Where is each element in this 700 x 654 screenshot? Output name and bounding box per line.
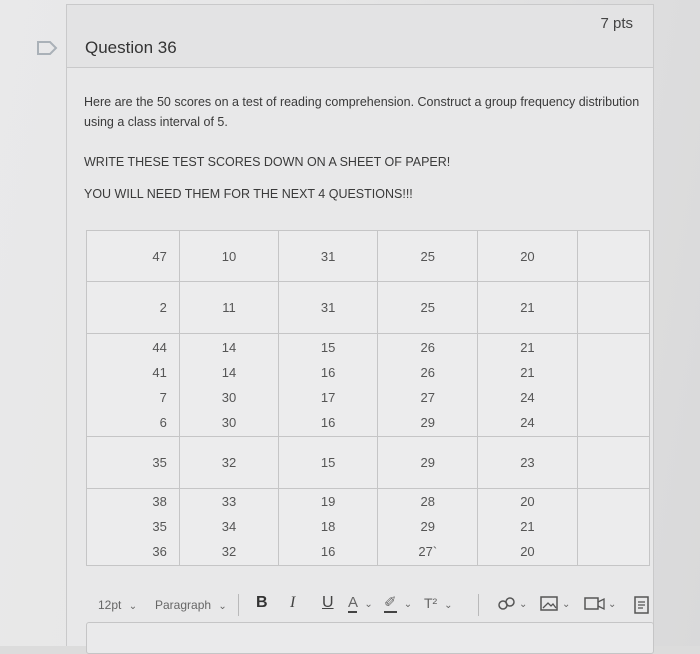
score-value: 25 [420, 248, 436, 264]
chevron-down-icon: ⌄ [403, 599, 413, 610]
table-cell-empty [577, 437, 649, 488]
highlight-button[interactable]: ✐ ⌄ [384, 594, 413, 611]
table-row [87, 488, 650, 566]
score-value: 30 [221, 414, 237, 430]
score-value: 32 [221, 544, 237, 560]
score-value: 7 [159, 389, 167, 405]
instruction-text-1: WRITE THESE TEST SCORES DOWN ON A SHEET OF PAPER! [84, 155, 451, 169]
font-size-select[interactable]: 12pt ⌄ [98, 598, 138, 612]
table-cell [179, 437, 278, 488]
score-value: 27` [418, 544, 438, 560]
score-value: 38 [152, 494, 167, 510]
table-cell [179, 488, 278, 566]
font-color-button[interactable]: A ⌄ [348, 594, 373, 611]
table-row [87, 437, 650, 488]
table-cell [478, 333, 577, 437]
score-value: 11 [222, 299, 236, 315]
chevron-down-icon[interactable]: ⌄ [608, 599, 617, 610]
score-value: 19 [320, 494, 336, 510]
table-cell [179, 333, 278, 437]
score-value: 28 [420, 494, 436, 510]
table-cell [478, 437, 577, 488]
question-title: Question 36 [85, 38, 177, 57]
score-value: 20 [520, 494, 535, 510]
score-value: 36 [152, 544, 167, 560]
media-icon[interactable] [584, 596, 606, 617]
score-value: 33 [221, 494, 237, 510]
table-cell-empty [577, 333, 649, 437]
score-value: 2 [159, 299, 167, 315]
score-value: 20 [520, 248, 535, 264]
score-value: 35 [152, 454, 167, 470]
table-cell [279, 231, 378, 282]
table-cell [87, 282, 180, 333]
score-value: 21 [520, 299, 535, 315]
table-cell [87, 231, 180, 282]
table-cell [87, 333, 180, 437]
score-value: 27 [420, 389, 436, 405]
editor-toolbar [86, 588, 660, 622]
score-value: 25 [420, 299, 436, 315]
score-value: 24 [520, 389, 535, 405]
score-value: 21 [520, 519, 535, 535]
toolbar-divider [238, 594, 239, 616]
flag-icon[interactable] [36, 40, 58, 56]
score-value: 14 [221, 364, 237, 380]
question-header [66, 4, 654, 68]
score-value: 24 [520, 414, 535, 430]
paragraph-select[interactable]: Paragraph ⌄ [155, 598, 227, 612]
score-value: 16 [320, 364, 336, 380]
score-value: 6 [159, 414, 167, 430]
table-cell-empty [577, 231, 649, 282]
score-value: 41 [152, 364, 167, 380]
table-cell [279, 437, 378, 488]
table-row [87, 231, 650, 282]
table-cell [279, 333, 378, 437]
chevron-down-icon: ⌄ [128, 601, 138, 612]
chevron-down-icon[interactable]: ⌄ [519, 599, 528, 610]
image-icon[interactable] [540, 596, 560, 617]
table-cell [478, 282, 577, 333]
score-value: 29 [420, 519, 436, 535]
score-value: 29 [420, 454, 436, 470]
underline-button[interactable]: U [322, 594, 334, 611]
table-cell-empty [577, 282, 649, 333]
score-value: 10 [221, 248, 237, 264]
italic-button[interactable]: I [290, 594, 296, 611]
score-value: 29 [420, 414, 436, 430]
score-value: 31 [320, 299, 336, 315]
toolbar-divider [478, 594, 479, 616]
score-value: 16 [320, 544, 336, 560]
score-value: 20 [520, 544, 535, 560]
chevron-down-icon: ⌄ [444, 600, 453, 611]
table-row [87, 282, 650, 333]
question-text: Here are the 50 scores on a test of reading comprehension. Construct a group frequency distribution using a class interval of 5. [84, 95, 640, 129]
link-icon[interactable] [496, 596, 518, 617]
table-cell [378, 437, 478, 488]
table-cell [478, 231, 577, 282]
table-cell [378, 282, 478, 333]
score-value: 15 [320, 339, 336, 355]
table-cell [279, 282, 378, 333]
table-row [87, 333, 650, 437]
table-cell [179, 282, 278, 333]
superscript-button[interactable]: T² ⌄ [424, 595, 453, 611]
scores-table [86, 230, 650, 566]
score-value: 23 [520, 454, 535, 470]
table-cell [478, 488, 577, 566]
instruction-text-2: YOU WILL NEED THEM FOR THE NEXT 4 QUESTIONS!!! [84, 187, 413, 201]
bold-button[interactable]: B [256, 594, 268, 611]
score-value: 14 [221, 339, 237, 355]
score-value: 31 [320, 248, 336, 264]
score-value: 44 [152, 339, 167, 355]
table-cell [378, 333, 478, 437]
score-value: 18 [320, 519, 336, 535]
score-value: 26 [420, 339, 436, 355]
table-cell [279, 488, 378, 566]
document-icon[interactable] [634, 596, 650, 619]
score-value: 32 [221, 454, 237, 470]
table-cell [179, 231, 278, 282]
table-cell-empty [577, 488, 649, 566]
score-value: 21 [520, 364, 535, 380]
chevron-down-icon[interactable]: ⌄ [562, 599, 571, 610]
table-cell [87, 437, 180, 488]
score-value: 16 [320, 414, 336, 430]
score-value: 26 [420, 364, 436, 380]
table-cell [87, 488, 180, 566]
score-value: 17 [320, 389, 336, 405]
score-value: 35 [152, 519, 167, 535]
answer-editor[interactable] [86, 622, 654, 654]
score-value: 47 [152, 248, 167, 264]
score-value: 30 [221, 389, 237, 405]
question-points: 7 pts [600, 15, 633, 32]
score-value: 15 [320, 454, 336, 470]
table-cell [378, 488, 478, 566]
chevron-down-icon: ⌄ [218, 601, 227, 612]
score-value: 34 [221, 519, 237, 535]
chevron-down-icon: ⌄ [364, 599, 373, 610]
score-value: 21 [520, 339, 535, 355]
table-cell [378, 231, 478, 282]
